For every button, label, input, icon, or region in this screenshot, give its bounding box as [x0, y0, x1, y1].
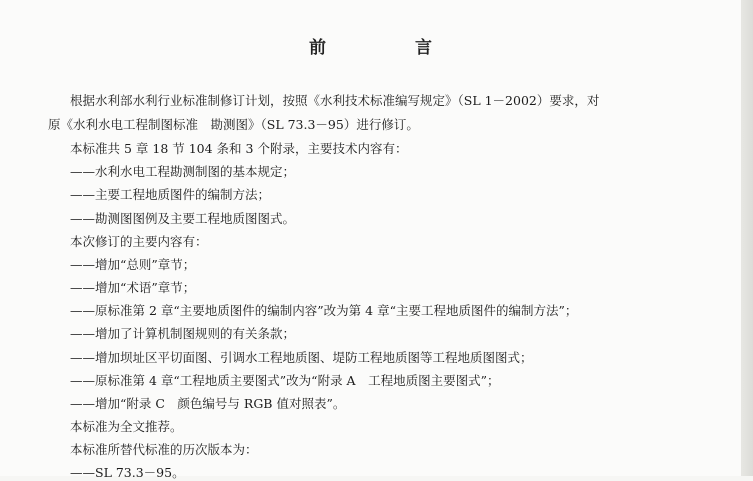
paragraph-line-6: 本标准所替代标准的历次版本为： — [70, 442, 258, 457]
list-item-6: ——原标准第 2 章“主要地质图件的编制内容”改为第 4 章“主要工程地质图件的编制方法”； — [70, 303, 578, 318]
paragraph-line-2: 原《水利水电工程制图标准 勘测图》（SL 73.3－95）进行修订。 — [48, 117, 419, 132]
list-item-5: ——增加“术语”章节； — [70, 280, 196, 295]
paragraph-line-3: 本标准共 5 章 18 节 104 条和 3 个附录，主要技术内容有： — [70, 141, 408, 156]
page-edge — [741, 0, 753, 476]
page-title: 前 言 — [309, 38, 468, 58]
paragraph-line-4: 本次修订的主要内容有： — [70, 234, 208, 249]
list-item-9: ——原标准第 4 章“工程地质主要图式”改为“附录 A 工程地质图主要图式”； — [70, 373, 500, 388]
list-item-10: ——增加“附录 C 颜色编号与 RGB 值对照表”。 — [70, 396, 346, 411]
list-item-8: ——增加坝址区平切面图、引调水工程地质图、堤防工程地质图等工程地质图图式； — [70, 350, 533, 365]
paragraph-line-1: 根据水利部水利行业标准制修订计划，按照《水利技术标准编写规定》（SL 1－2002）要求，对 — [70, 93, 600, 108]
list-item-2: ——主要工程地质图件的编制方法； — [70, 187, 271, 202]
list-item-3: ——勘测图图例及主要工程地质图图式。 — [70, 211, 296, 226]
list-item-1: ——水利水电工程勘测制图的基本规定； — [70, 164, 296, 179]
list-item-11: ——SL 73.3－95。 — [70, 465, 185, 480]
list-item-4: ——增加“总则”章节； — [70, 257, 196, 272]
list-item-7: ——增加了计算机制图规则的有关条款； — [70, 326, 296, 341]
paragraph-line-5: 本标准为全文推荐。 — [70, 419, 183, 434]
